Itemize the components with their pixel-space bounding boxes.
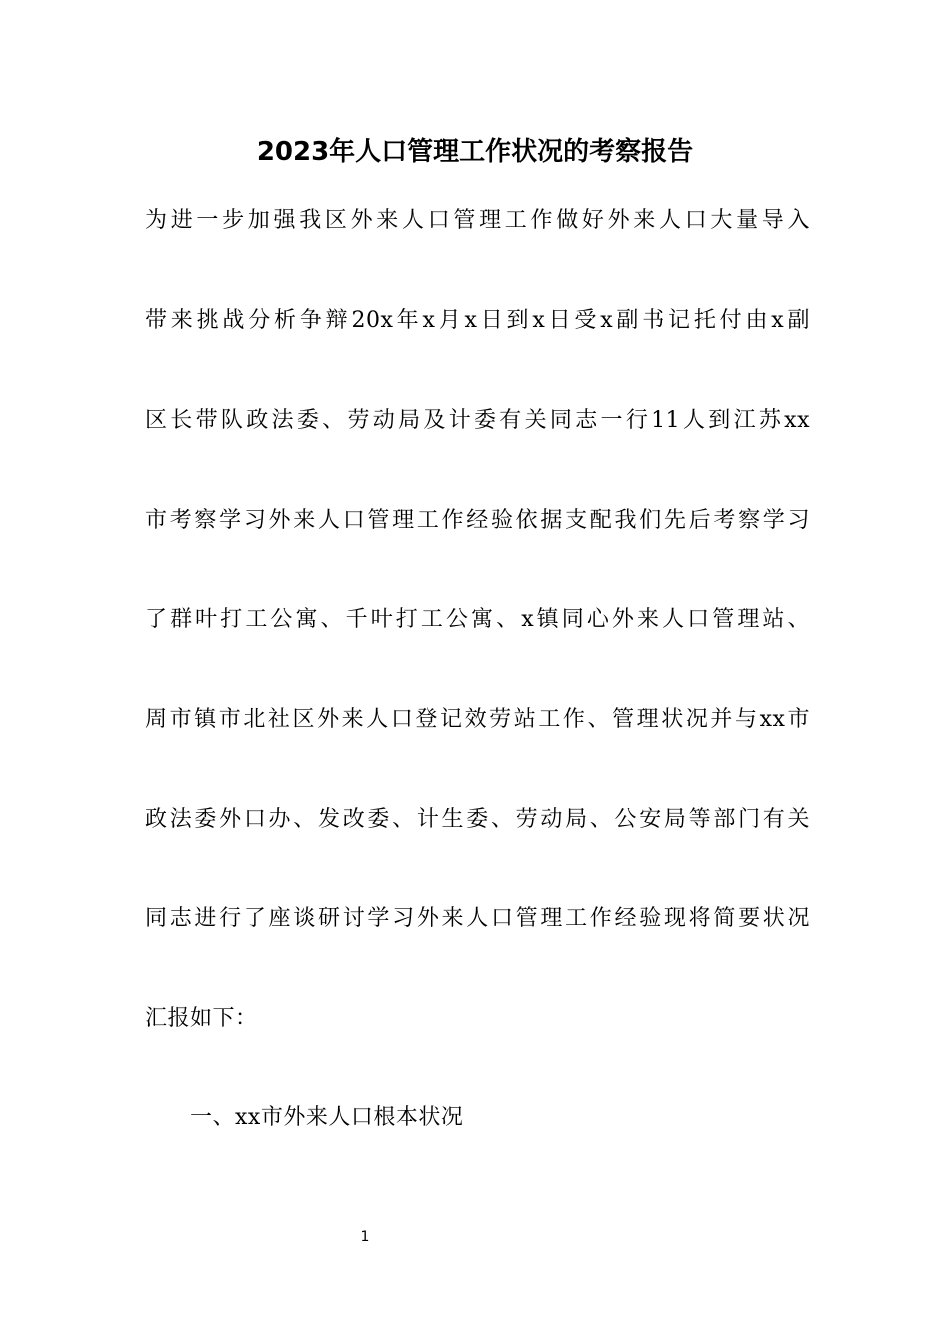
paragraph-line: 带来挑战分析争辩20x年x月x日到x日受x副书记托付由x副: [145, 308, 810, 333]
section-heading: 一、xx市外来人口根本状况: [190, 1105, 464, 1130]
paragraph-line: 区长带队政法委、劳动局及计委有关同志一行11人到江苏xx: [145, 408, 810, 433]
document-title: 2023年人口管理工作状况的考察报告: [256, 137, 694, 167]
paragraph-line: 同志进行了座谈研讨学习外来人口管理工作经验现将简要状况: [145, 906, 810, 931]
paragraph-line: 了群叶打工公寓、千叶打工公寓、x镇同心外来人口管理站、: [145, 607, 810, 632]
page-number: 1: [360, 1229, 370, 1245]
paragraph-line: 周市镇市北社区外来人口登记效劳站工作、管理状况并与xx市: [145, 707, 810, 732]
paragraph-line: 汇报如下：: [145, 1006, 258, 1031]
paragraph-line: 市考察学习外来人口管理工作经验依据支配我们先后考察学习: [145, 508, 810, 533]
paragraph-line: 政法委外口办、发改委、计生委、劳动局、公安局等部门有关: [145, 807, 810, 832]
paragraph-line: 为进一步加强我区外来人口管理工作做好外来人口大量导入: [145, 208, 810, 233]
